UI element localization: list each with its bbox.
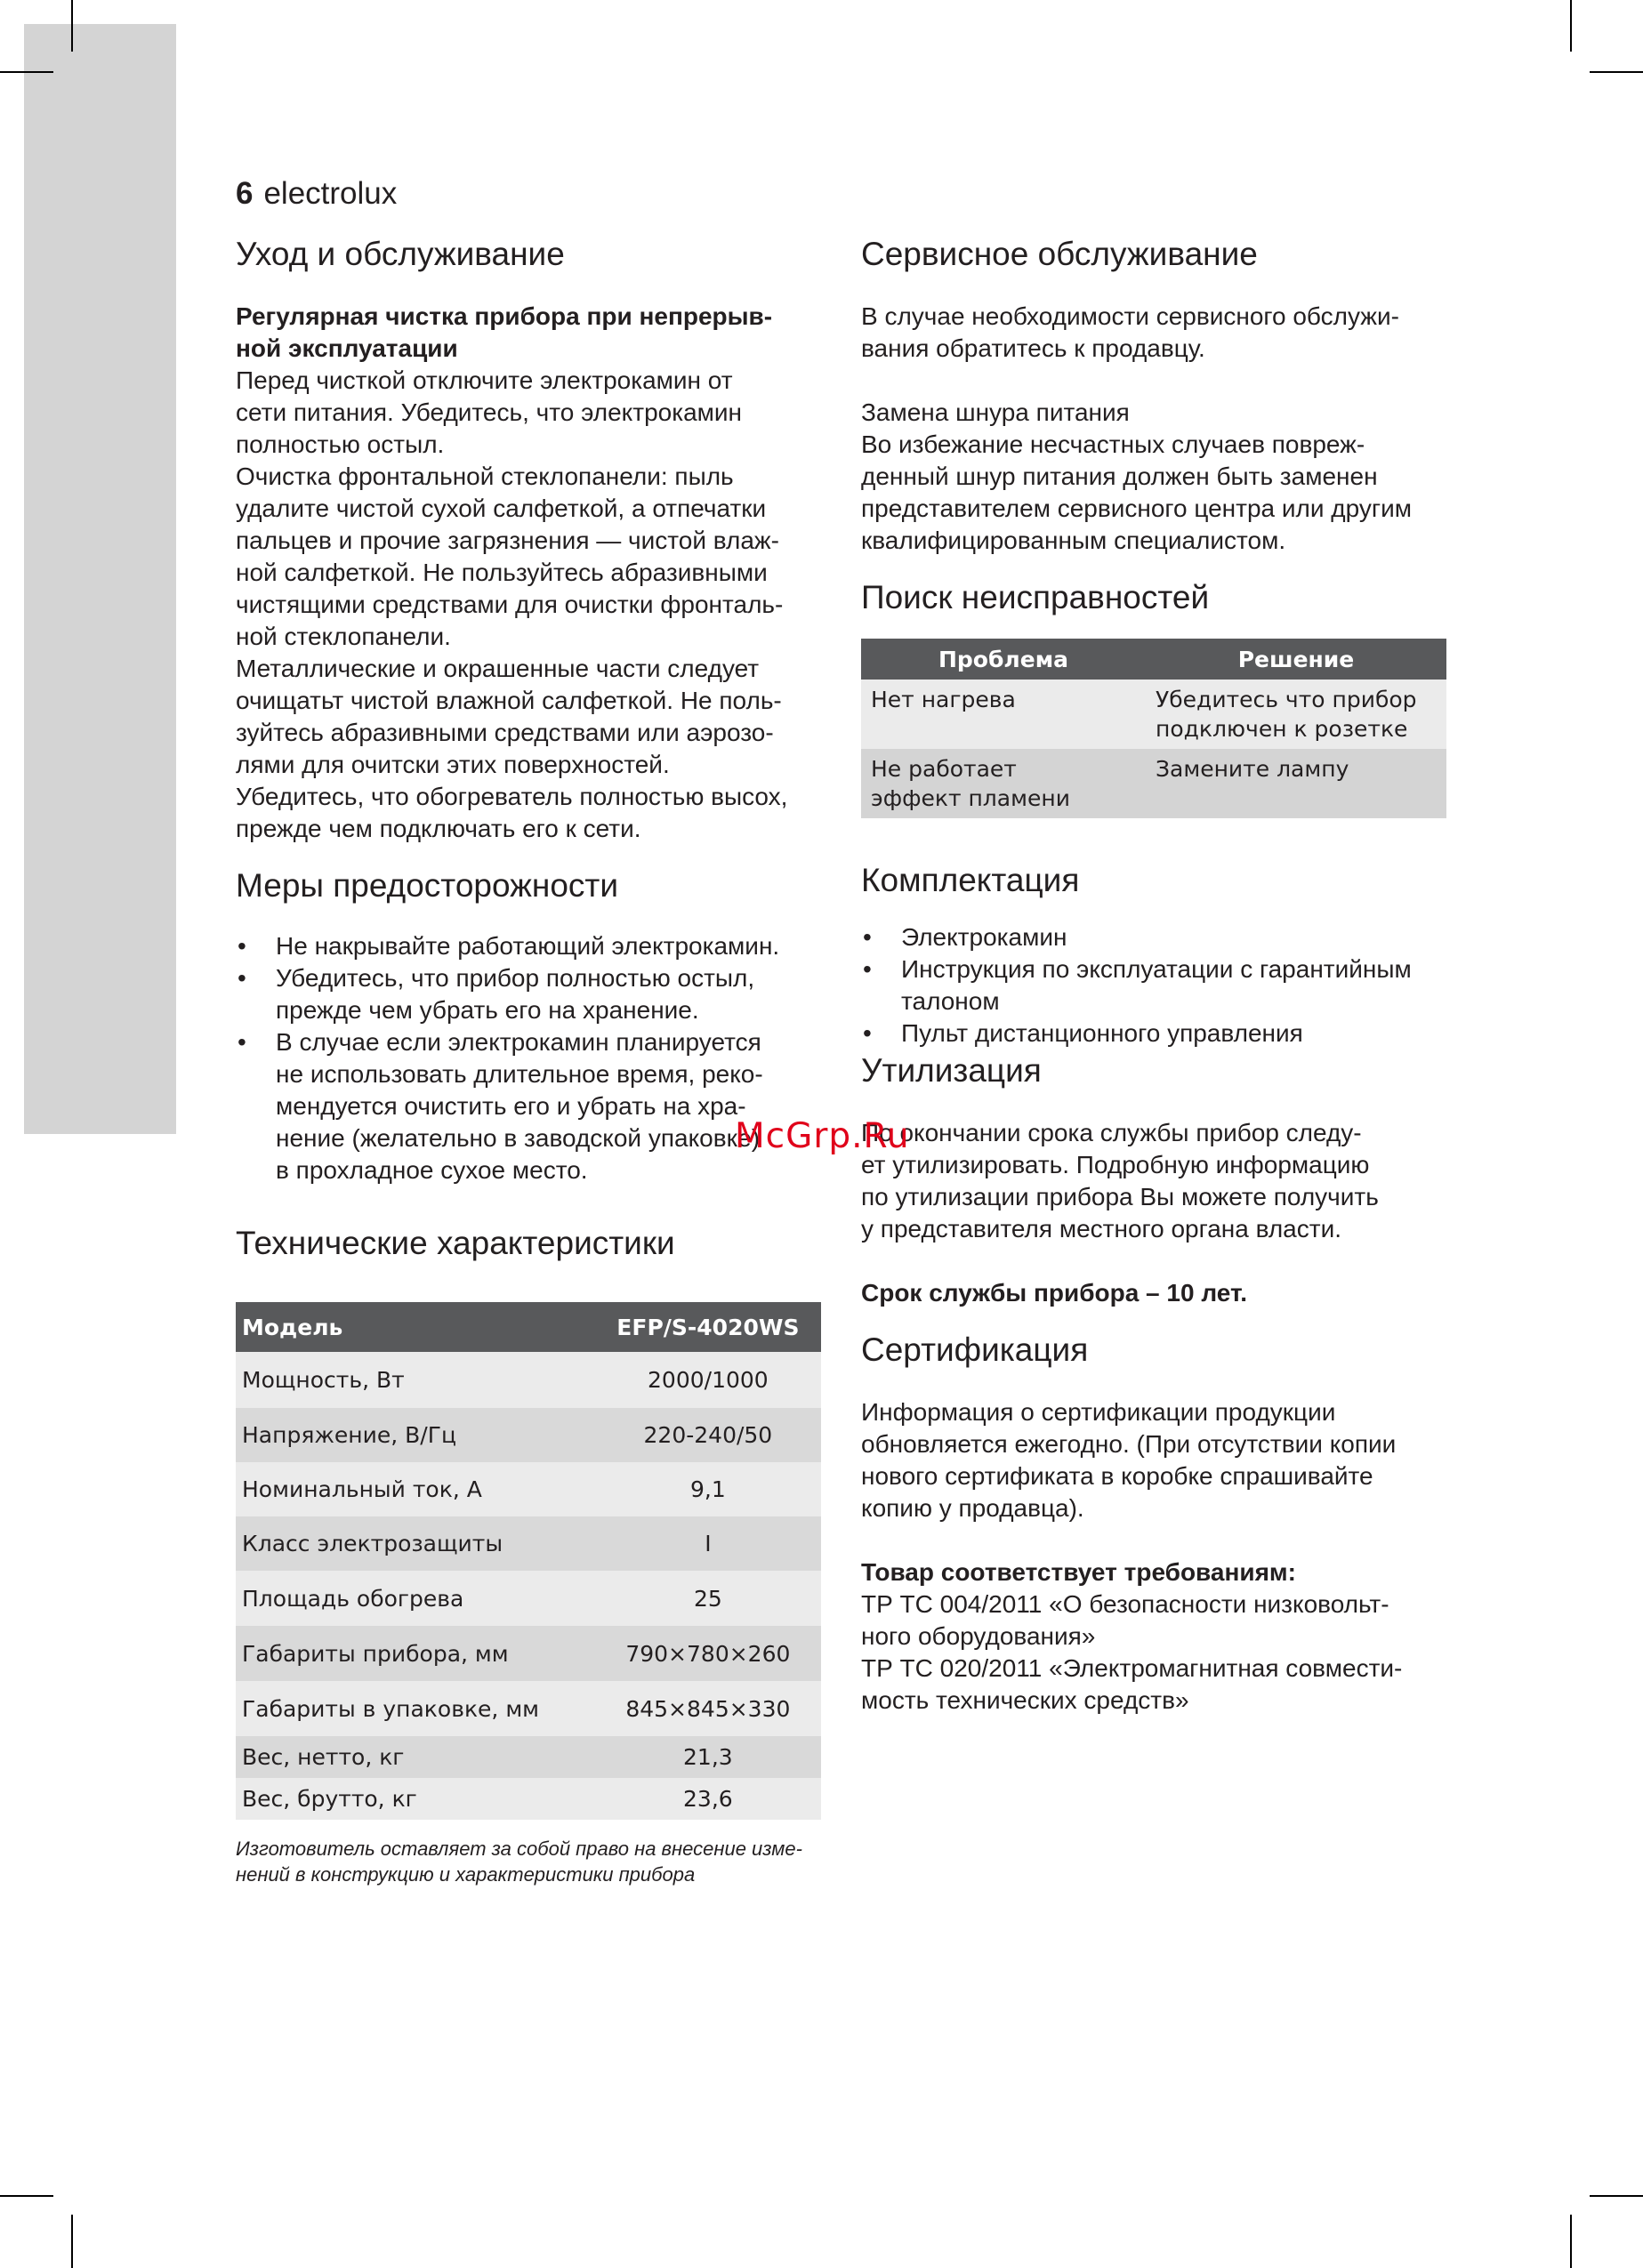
- service-text: [861, 301, 1448, 365]
- text-line: Металлические и окрашенные части следует: [236, 655, 760, 682]
- table-row: [236, 1626, 821, 1681]
- problem-cell: [861, 680, 1146, 749]
- spec-value: 220-240/50: [595, 1408, 821, 1462]
- specs-table: [236, 1302, 821, 1820]
- table-row: [861, 680, 1446, 749]
- crop-mark: [1590, 2195, 1643, 2197]
- column-header-problem: Проблема: [861, 639, 1146, 680]
- list-item-line: талоном: [901, 987, 1000, 1015]
- cell-line: Не работает: [871, 756, 1017, 782]
- list-item-line: мендуется очистить его и убрать на хра-: [276, 1092, 746, 1120]
- text-line: По окончании срока службы прибор следу-: [861, 1119, 1362, 1146]
- service-section: [861, 233, 1448, 557]
- certification-text: [861, 1396, 1448, 1524]
- care-subtitle-line: Регулярная чистка прибора при непрерыв-: [236, 302, 773, 330]
- spec-label: Класс электрозащиты: [236, 1516, 595, 1571]
- package-title: Комплектация: [861, 862, 1080, 898]
- column-header-solution: Решение: [1146, 639, 1446, 680]
- spec-label: Мощность, Вт: [236, 1352, 595, 1408]
- table-row: [236, 1681, 821, 1736]
- table-row: [236, 1462, 821, 1516]
- list-item: [236, 1026, 823, 1186]
- text-line: чистящими средствами для очистки фронталь-: [236, 591, 784, 618]
- text-line: представителем сервисного центра или другим: [861, 495, 1412, 522]
- footnote-line: Изготовитель оставляет за собой право на внесение изме-: [236, 1838, 802, 1860]
- text-line: ной салфеткой. Не пользуйтесь абразивными: [236, 559, 768, 586]
- text-line: у представителя местного органа власти.: [861, 1215, 1341, 1243]
- list-item-line: Убедитесь, что прибор полностью остыл,: [276, 964, 755, 992]
- lifetime-note: Срок службы прибора – 10 лет.: [861, 1279, 1247, 1307]
- crop-mark: [1590, 71, 1643, 73]
- service-title: Сервисное обслуживание: [861, 236, 1258, 272]
- solution-cell: [1146, 680, 1446, 749]
- list-item-line: Пульт дистанционного управления: [901, 1019, 1303, 1047]
- troubleshooting-table: [861, 639, 1446, 818]
- spec-label: Вес, брутто, кг: [236, 1778, 595, 1820]
- right-column: [861, 233, 1448, 1717]
- list-item-line: Не накрывайте работающий электрокамин.: [276, 932, 780, 960]
- care-section: [236, 233, 823, 845]
- spec-value: 845×845×330: [595, 1681, 821, 1736]
- specs-section: [236, 1222, 823, 1887]
- spec-value: 23,6: [595, 1778, 821, 1820]
- crop-mark: [71, 2215, 73, 2268]
- problem-cell: [861, 749, 1146, 818]
- cord-title: Замена шнура питания: [861, 398, 1130, 426]
- table-row: [236, 1516, 821, 1571]
- table-row: [236, 1352, 821, 1408]
- spec-label: Габариты в упаковке, мм: [236, 1681, 595, 1736]
- list-item-line: Электрокамин: [901, 923, 1067, 951]
- list-item: [236, 930, 823, 962]
- list-item-line: в прохладное сухое место.: [276, 1156, 588, 1184]
- spec-value: 9,1: [595, 1462, 821, 1516]
- spec-value: 21,3: [595, 1736, 821, 1778]
- cell-line: Нет нагрева: [871, 687, 1016, 712]
- spec-value: I: [595, 1516, 821, 1571]
- text-line: Очистка фронтальной стеклопанели: пыль: [236, 462, 734, 490]
- disposal-title: Утилизация: [861, 1052, 1042, 1089]
- text-line: пальцев и прочие загрязнения — чистой влаж-: [236, 527, 779, 554]
- troubleshooting-title: Поиск неисправностей: [861, 579, 1210, 615]
- text-line: ТР ТС 020/2011 «Электромагнитная совмести-: [861, 1654, 1403, 1682]
- care-text: [236, 365, 823, 845]
- care-title: Уход и обслуживание: [236, 236, 565, 272]
- text-line: очищатьт чистой влажной салфеткой. Не поль-: [236, 687, 782, 714]
- package-list: [861, 921, 1448, 1050]
- page-header: [236, 174, 397, 213]
- cell-line: подключен к розетке: [1156, 716, 1408, 742]
- text-line: прежде чем подключать его к сети.: [236, 815, 641, 842]
- spec-label: Номинальный ток, А: [236, 1462, 595, 1516]
- cell-line: Замените лампу: [1156, 756, 1349, 782]
- watermark: McGrp.Ru: [735, 1116, 910, 1156]
- list-item: [861, 1017, 1448, 1050]
- table-row: [236, 1571, 821, 1626]
- crop-mark: [1570, 0, 1572, 52]
- text-line: В случае необходимости сервисного обслужи-: [861, 302, 1399, 330]
- list-item-line: Инструкция по эксплуатации с гарантийным: [901, 955, 1412, 983]
- text-line: нового сертификата в коробке спрашивайте: [861, 1462, 1373, 1490]
- page-number: 6: [236, 176, 254, 211]
- text-line: Информация о сертификации продукции: [861, 1398, 1336, 1426]
- brand-name: electrolux: [263, 176, 398, 211]
- spec-value: 25: [595, 1571, 821, 1626]
- certification-title: Сертификация: [861, 1331, 1089, 1368]
- spec-value: 2000/1000: [595, 1352, 821, 1408]
- text-line: Убедитесь, что обогреватель полностью высох,: [236, 783, 788, 810]
- specs-footnote: [236, 1836, 823, 1887]
- compliance-text: [861, 1556, 1448, 1717]
- specs-title: Технические характеристики: [236, 1225, 675, 1261]
- spec-value: 790×780×260: [595, 1626, 821, 1681]
- text-line: копию у продавца).: [861, 1494, 1084, 1522]
- text-line: удалите чистой сухой салфеткой, а отпечатки: [236, 495, 767, 522]
- list-item-line: нение (желательно в заводской упаковке): [276, 1124, 761, 1152]
- text-line: денный шнур питания должен быть заменен: [861, 462, 1378, 490]
- list-item: [861, 953, 1448, 1017]
- text-line: ТР ТС 004/2011 «О безопасности низковольт-: [861, 1590, 1389, 1618]
- text-line: мость технических средств»: [861, 1686, 1189, 1714]
- text-line: обновляется ежегодно. (При отсутствии копии: [861, 1430, 1397, 1458]
- cell-line: эффект пламени: [871, 785, 1070, 811]
- care-subtitle-line: ной эксплуатации: [236, 334, 458, 362]
- text-line: ной стеклопанели.: [236, 623, 451, 650]
- care-subtitle: [236, 301, 823, 365]
- crop-mark: [71, 0, 73, 52]
- troubleshooting-section: [861, 576, 1448, 818]
- certification-section: [861, 1329, 1448, 1717]
- crop-mark: [0, 2195, 53, 2197]
- text-line: по утилизации прибора Вы можете получить: [861, 1183, 1379, 1210]
- spec-label: Габариты прибора, мм: [236, 1626, 595, 1681]
- text-line: вания обратитесь к продавцу.: [861, 334, 1205, 362]
- table-header: [861, 639, 1446, 680]
- text-line: ного оборудования»: [861, 1622, 1096, 1650]
- spec-label: Напряжение, В/Гц: [236, 1408, 595, 1462]
- spec-label: Площадь обогрева: [236, 1571, 595, 1626]
- list-item: [236, 962, 823, 1026]
- side-bar: [24, 24, 176, 1134]
- crop-mark: [1570, 2215, 1572, 2268]
- text-line: сети питания. Убедитесь, что электрокамин: [236, 398, 743, 426]
- package-section: [861, 859, 1448, 1050]
- spec-label: Вес, нетто, кг: [236, 1736, 595, 1778]
- list-item: [861, 921, 1448, 953]
- table-row: [861, 749, 1446, 818]
- text-line: зуйтесь абразивными средствами или аэрозо-: [236, 719, 774, 746]
- footnote-line: нений в конструкцию и характеристики прибора: [236, 1863, 696, 1886]
- crop-mark: [0, 71, 53, 73]
- text-line: Во избежание несчастных случаев повреж-: [861, 430, 1365, 458]
- text-line: ет утилизировать. Подробную информацию: [861, 1151, 1370, 1178]
- left-column: [236, 233, 823, 1887]
- table-row: [236, 1778, 821, 1820]
- cord-text: [861, 397, 1448, 557]
- table-row: [236, 1736, 821, 1778]
- text-line: полностью остыл.: [236, 430, 445, 458]
- compliance-title: Товар соответствует требованиям:: [861, 1558, 1296, 1586]
- list-item-line: не использовать длительное время, реко-: [276, 1060, 763, 1088]
- disposal-section: [861, 1050, 1448, 1309]
- list-item-line: В случае если электрокамин планируется: [276, 1028, 761, 1056]
- table-header: [236, 1302, 821, 1352]
- list-item-line: прежде чем убрать его на хранение.: [276, 996, 699, 1024]
- table-row: [236, 1408, 821, 1462]
- column-header-model-value: EFP/S-4020WS: [595, 1302, 821, 1352]
- disposal-text: [861, 1117, 1448, 1245]
- column-header-model: Модель: [236, 1302, 595, 1352]
- text-line: квалифицированным специалистом.: [861, 527, 1286, 554]
- precautions-title: Меры предосторожности: [236, 867, 619, 904]
- text-line: Перед чисткой отключите электрокамин от: [236, 366, 733, 394]
- solution-cell: [1146, 749, 1446, 818]
- cell-line: Убедитесь что прибор: [1156, 687, 1417, 712]
- text-line: лями для очитски этих поверхностей.: [236, 751, 670, 778]
